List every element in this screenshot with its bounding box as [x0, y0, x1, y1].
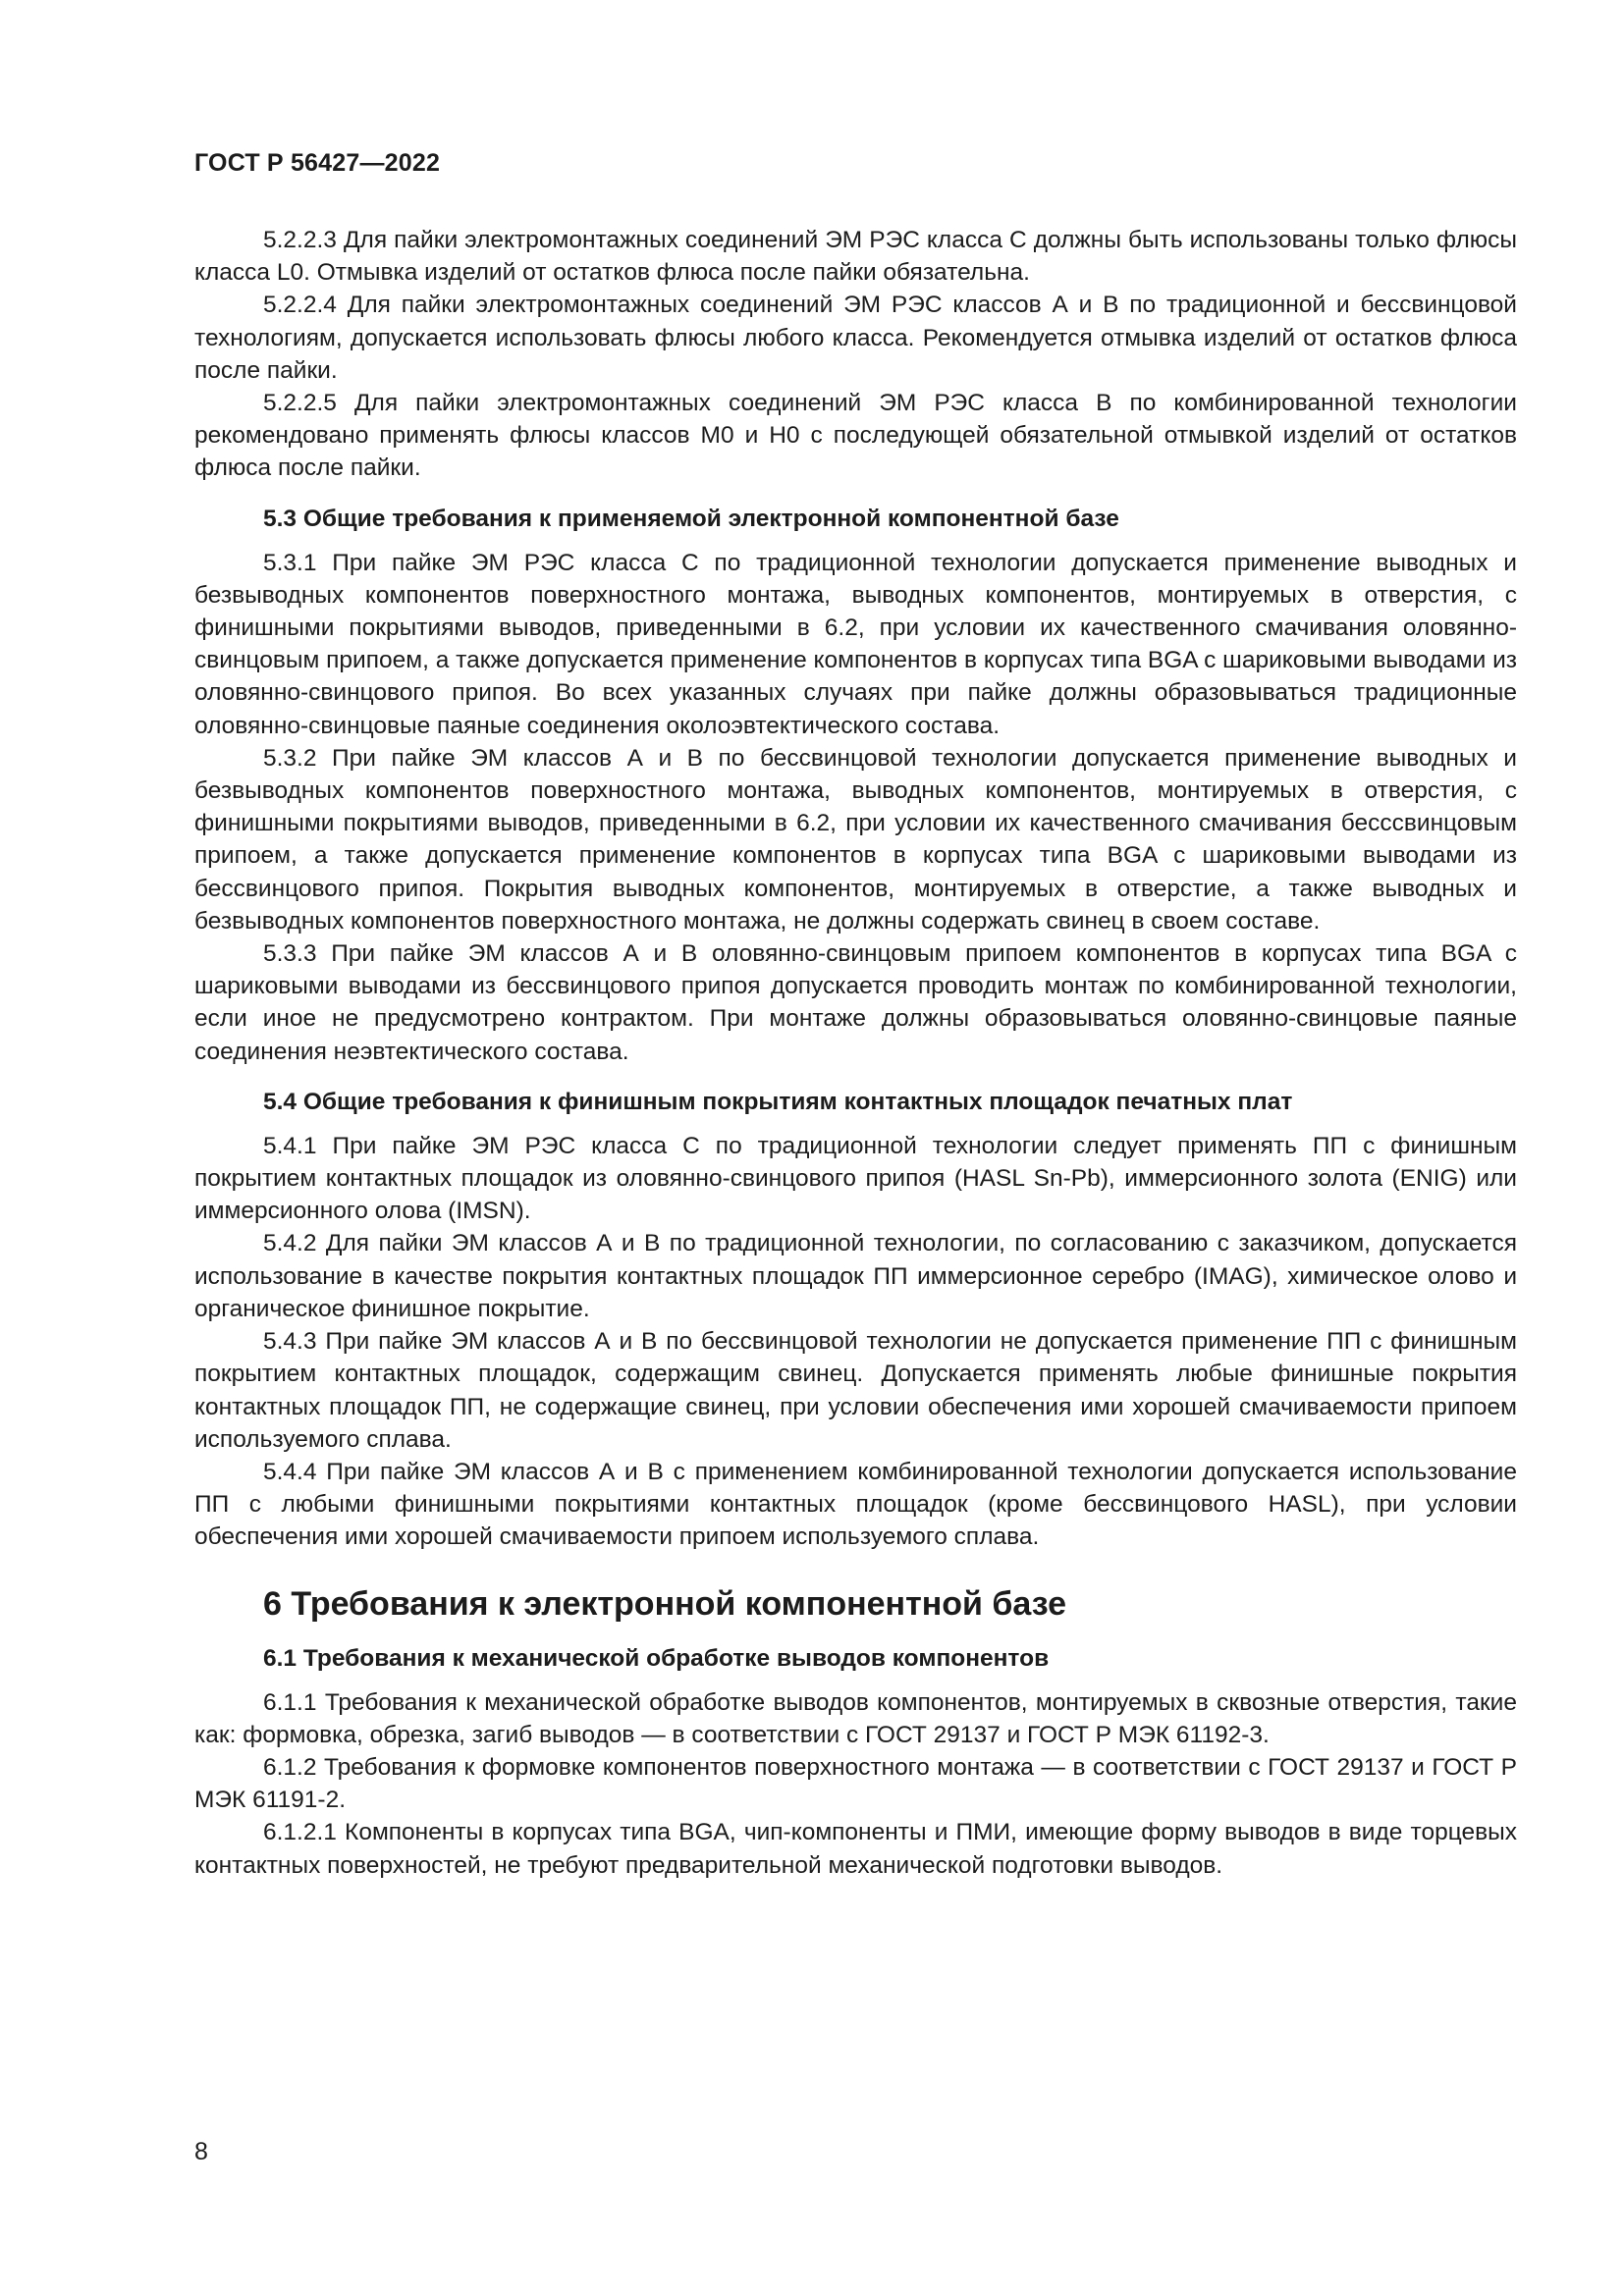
paragraph: 5.3.1 При пайке ЭМ РЭС класса С по традиционной технологии допускается применение выводных и безвыводных компонентов поверхностного монтажа, выводных компонентов, монтируемых в отверстия, с финишными покрытиями выводов, приведенными в 6.2, при условии их качественного смачивания оловянно-свинцовым припоем, а также допускается применение компонентов в корпусах типа BGA с шариковыми выводами из оловянно-свинцового припоя. Во всех указанных случаях при пайке должны образовываться традиционные оловянно-свинцовые паяные соединения околоэвтектического состава.: [194, 549, 1517, 739]
paragraph: 6.1.2.1 Компоненты в корпусах типа BGA, чип-компоненты и ПМИ, имеющие форму выводов в виде торцевых контактных поверхностей, не требуют предварительной механической подготовки выводов.: [194, 1819, 1517, 1879]
page-header: ГОСТ Р 56427—2022: [194, 149, 441, 177]
paragraph: 6.1.1 Требования к механической обработке выводов компонентов, монтируемых в сквозные отверстия, такие как: формовка, обрезка, загиб выводов — в соответствии с ГОСТ 29137 и ГОСТ Р МЭК 61192-3.: [194, 1688, 1517, 1748]
paragraph: 5.4.3 При пайке ЭМ классов А и В по бессвинцовой технологии не допускается применение ПП с финишным покрытием контактных площадок, содержащим свинец. Допускается применять любые финишные покрытия контактных площадок ПП, не содержащие свинец, при условии обеспечения ими хорошей смачиваемости припоем используемого сплава.: [194, 1328, 1517, 1453]
page-number: 8: [194, 2138, 208, 2165]
section-heading: 5.3 Общие требования к применяемой электронной компонентной базе: [263, 505, 1119, 532]
paragraph: 5.3.3 При пайке ЭМ классов А и В оловянно-свинцовым припоем компонентов в корпусах типа BGA с шариковыми выводами из бессвинцового припоя допускается проводить монтаж по комбинированной технологии, если иное не предусмотрено контрактом. При монтаже должны образовываться оловянно-свинцовые паяные соединения неэвтектического состава.: [194, 940, 1517, 1065]
document-body: [194, 224, 1517, 1882]
paragraph: 5.2.2.4 Для пайки электромонтажных соединений ЭМ РЭС классов А и В по традиционной и бессвинцовой технологиям, допускается использовать флюсы любого класса. Рекомендуется отмывка изделий от остатков флюса после пайки.: [194, 292, 1517, 384]
paragraph: 5.4.1 При пайке ЭМ РЭС класса С по традиционной технологии следует применять ПП с финишным покрытием контактных площадок из оловянно-свинцового припоя (HASL Sn-Pb), иммерсионного золота (ENIG) или иммерсионного олова (IMSN).: [194, 1132, 1517, 1225]
paragraph: 5.2.2.5 Для пайки электромонтажных соединений ЭМ РЭС класса В по комбинированной технологии рекомендовано применять флюсы классов М0 и Н0 с последующей обязательной отмывкой изделий от остатков флюса после пайки.: [194, 390, 1517, 482]
paragraph: 5.3.2 При пайке ЭМ классов А и В по бессвинцовой технологии допускается применение выводных и безвыводных компонентов поверхностного монтажа, выводных компонентов, монтируемых в отверстия, с финишными покрытиями выводов, приведенными в 6.2, при условии их качественного смачивания бессcвинцовым припоем, а также допускается применение компонентов в корпусах типа BGA с шариковыми выводами из бессвинцового припоя. Покрытия выводных компонентов, монтируемых в отверстие, а также выводных и безвыводных компонентов поверхностного монтажа, не должны содержать свинец в своем составе.: [194, 744, 1517, 934]
paragraph: 6.1.2 Требования к формовке компонентов поверхностного монтажа — в соответствии с ГОСТ 29137 и ГОСТ Р МЭК 61191-2.: [194, 1753, 1517, 1814]
paragraph: 5.4.4 При пайке ЭМ классов А и В с применением комбинированной технологии допускается использование ПП с любыми финишными покрытиями контактных площадок (кроме бессвинцового HASL), при условии обеспечения ими хорошей смачиваемости припоем используемого сплава.: [194, 1458, 1517, 1551]
section-heading: 6.1 Требования к механической обработке выводов компонентов: [263, 1644, 1050, 1672]
paragraph: 5.4.2 Для пайки ЭМ классов А и В по традиционной технологии, по согласованию с заказчиком, допускается использование в качестве покрытия контактных площадок ПП иммерсионное серебро (IMAG), химическое олово и органическое финишное покрытие.: [194, 1230, 1517, 1322]
section-heading: 5.4 Общие требования к финишным покрытиям контактных площадок печатных плат: [263, 1088, 1293, 1115]
paragraph: 5.2.2.3 Для пайки электромонтажных соединений ЭМ РЭС класса С должны быть использованы только флюсы класса L0. Отмывка изделий от остатков флюса после пайки обязательна.: [194, 227, 1517, 287]
chapter-heading: 6 Требования к электронной компонентной базе: [263, 1584, 1067, 1623]
